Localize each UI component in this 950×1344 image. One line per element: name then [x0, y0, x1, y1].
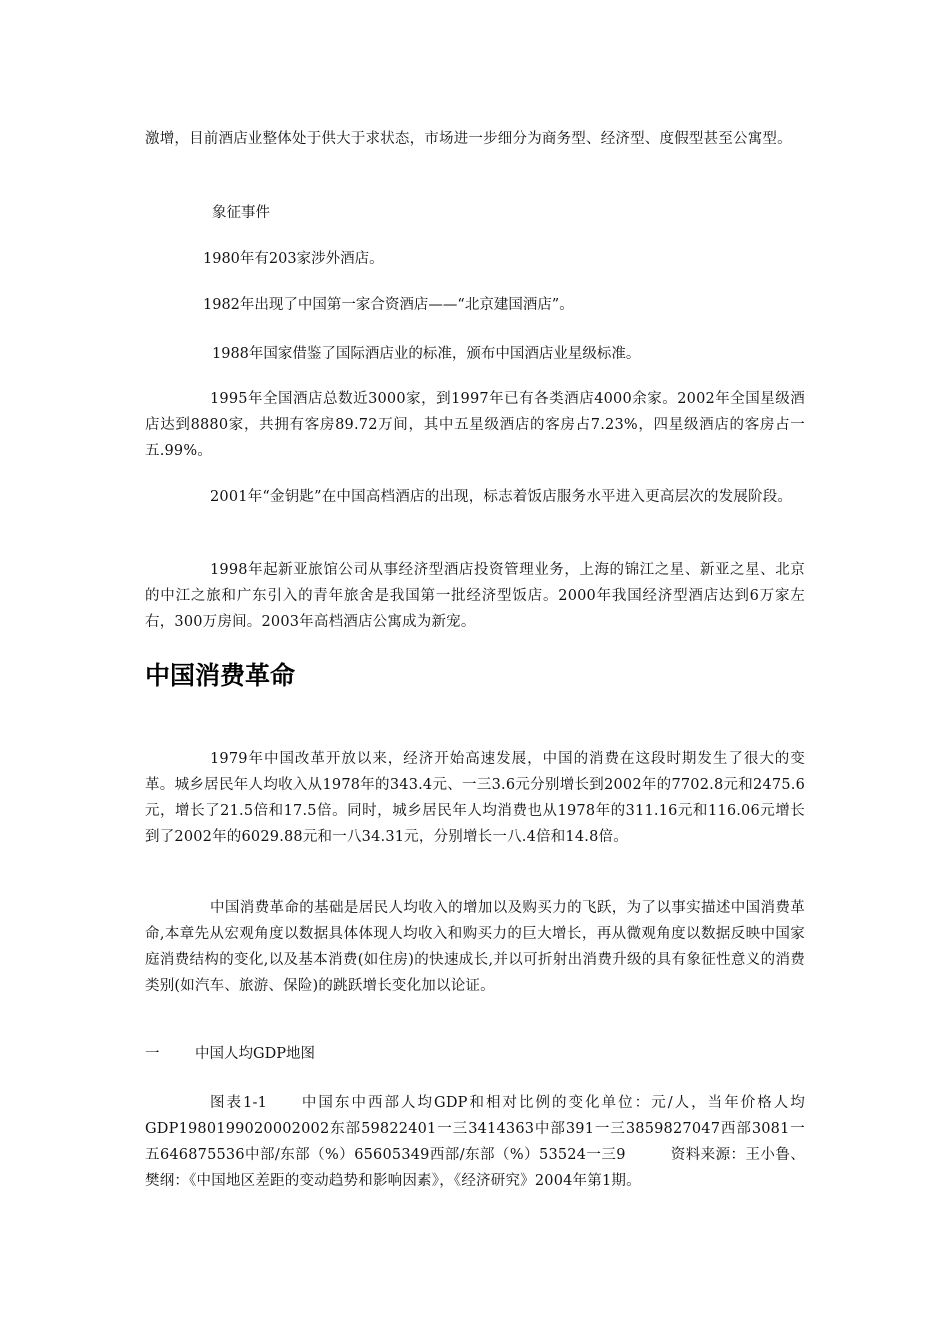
event-1998: 1998年起新亚旅馆公司从事经济型酒店投资管理业务，上海的锦江之星、新亚之星、北京的中江之旅和广东引入的青年旅舍是我国第一批经济型饭店。2000年我国经济型酒店达到6万家左右，300万房间。2003年高档酒店公寓成为新宠。: [145, 562, 805, 630]
symbol-events-label: 象征事件: [212, 205, 270, 221]
event-2001: 2001年“金钥匙”在中国高档酒店的出现，标志着饭店服务水平进入更高层次的发展阶段。: [210, 489, 793, 505]
paragraph-consumption-change: 1979年中国改革开放以来，经济开始高速发展，中国的消费在这段时期发生了很大的变革。城乡居民年人均收入从1978年的343.4元、一三3.6元分别增长到2002年的7702.8元和2475.6元，增长了21.5倍和17.5倍。同时，城乡居民年人均消费也从1978年的311.16元和116.06元增长到了2002年的6029.88元和一八34.31元，分别增长一八.4倍和14.8倍。: [145, 751, 805, 845]
figure-caption: 图表1-1 中国东中西部人均GDP和相对比例的变化单位：元/人，当年价格人均GDP1980199020002002东部59822401一三3414363中部391一三3859827047西部3081一五646875536中部/东部（%）65605349西部/东部（%）53524一三9 资料来源：王小鲁、樊纲：《中国地区差距的变动趋势和影响因素》，《经济研究》2004年第1期。: [145, 1095, 805, 1189]
event-1980: 1980年有203家涉外酒店。: [203, 251, 384, 267]
list-item-title: 中国人均GDP地图: [195, 1046, 315, 1062]
paragraph-hotel-market: 激增，目前酒店业整体处于供大于求状态，市场进一步细分为商务型、经济型、度假型甚至公寓型。: [145, 131, 792, 147]
paragraph-consumption-revolution: 中国消费革命的基础是居民人均收入的增加以及购买力的飞跃，为了以事实描述中国消费革命,本章先从宏观角度以数据具体体现人均收入和购买力的巨大增长，再从微观角度以数据反映中国家庭消费结构的变化,以及基本消费(如住房)的快速成长,并以可折射出消费升级的具有象征性意义的消费类别(如汽车、旅游、保险)的跳跃增长变化加以论证。: [145, 900, 805, 994]
event-1988: 1988年国家借鉴了国际酒店业的标准，颁布中国酒店业星级标准。: [212, 346, 641, 362]
section-heading: 中国消费革命: [145, 661, 296, 690]
list-item-number: 一: [145, 1046, 160, 1062]
event-1995: 1995年全国酒店总数近3000家，到1997年已有各类酒店4000余家。2002年全国星级酒店达到8880家，共拥有客房89.72万间，其中五星级酒店的客房占7.23%，四星级酒店的客房占一五.99%。: [145, 391, 805, 459]
event-1982: 1982年出现了中国第一家合资酒店——“北京建国酒店”。: [203, 297, 574, 313]
